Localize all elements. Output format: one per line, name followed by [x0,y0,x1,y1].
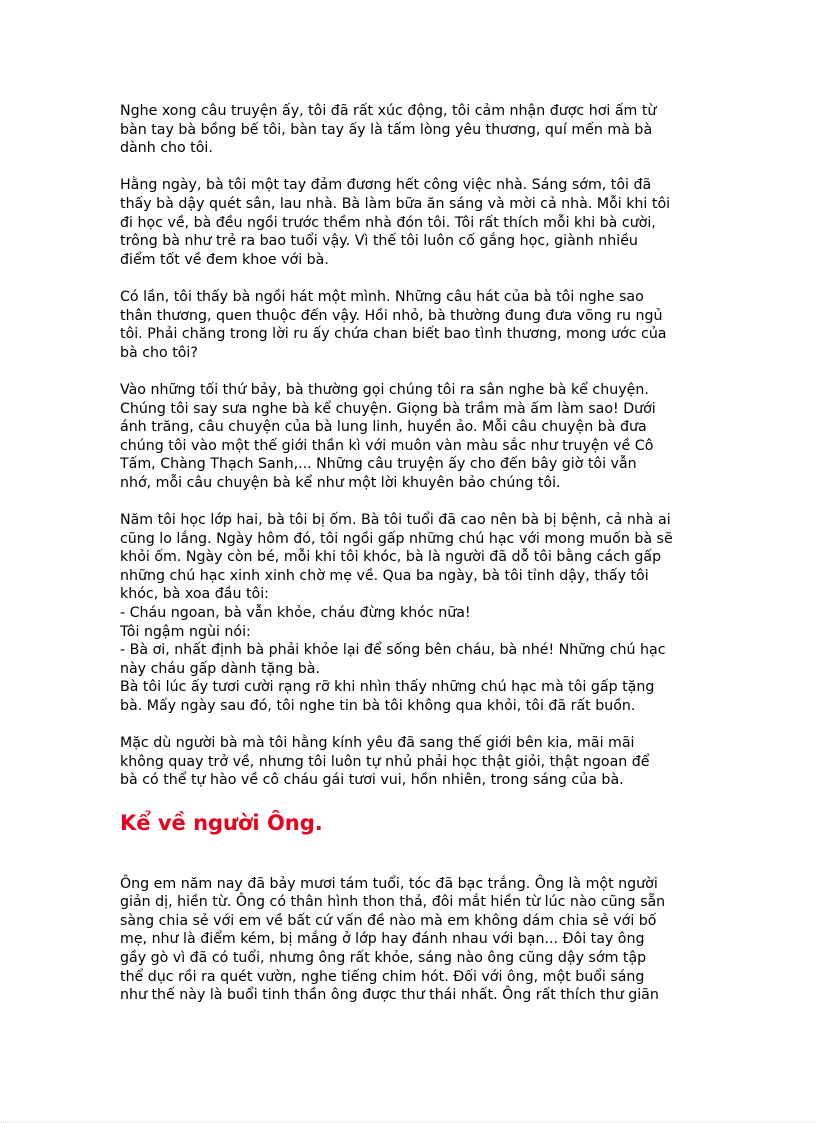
text-line: Bà tôi lúc ấy tươi cười rạng rỡ khi nhìn thấy những chú hạc mà tôi gấp tặng [120,679,655,696]
paragraph [120,381,700,493]
text-line: Tôi ngậm ngùi nói: [120,623,251,640]
text-line: Năm tôi học lớp hai, bà tôi bị ốm. Bà tôi tuổi đã cao nên bà bị bệnh, cả nhà ai [120,512,671,529]
paragraph [120,734,700,790]
text-line: ánh trăng, câu chuyện của bà lung linh, huyền ảo. Mỗi câu chuyện bà đưa [120,419,647,436]
document-content [120,102,700,1023]
text-line: sàng chia sẻ với em về bất cứ vấn đề nào mà em không dám chia sẻ với bố [120,912,657,929]
text-line: bà. Mấy ngày sau đó, tôi nghe tin bà tôi không qua khỏi, tôi đã rất buồn. [120,698,636,714]
text-line: Vào những tối thứ bảy, bà thường gọi chúng tôi ra sân nghe bà kể chuyện. [120,381,649,398]
text-line: Nghe xong câu truyện ấy, tôi đã rất xúc động, tôi cảm nhận được hơi ấm từ [120,103,657,119]
text-line: thể dục rồi ra quét vườn, nghe tiếng chim hót. Đối với ông, một buổi sáng [120,968,645,985]
text-line: Tấm, Chàng Thạch Sanh,... Những câu truyện ấy cho đến bây giờ tôi vẫn [120,456,637,473]
section-heading: Kể về người Ông. [120,810,323,835]
text-line: thân thương, quen thuộc đến vậy. Hồi nhỏ, bà thường đung đưa võng ru ngủ [120,307,663,324]
paragraph [120,875,700,1005]
text-line: Có lần, tôi thấy bà ngồi hát một mình. Những câu hát của bà tôi nghe sao [120,288,644,305]
text-line: dành cho tôi. [120,140,213,157]
text-line: nhớ, mỗi câu chuyện bà kể như một lời khuyên bảo chúng tôi. [120,474,561,491]
text-line: bà có thể tự hào về cô cháu gái tươi vui, hồn nhiên, trong sáng của bà. [120,772,624,789]
text-line: điểm tốt về đem khoe với bà. [120,251,329,268]
story-section-grandfather [120,875,700,1005]
text-line: khóc, bà xoa đầu tôi: [120,586,269,603]
text-line: này cháu gấp dành tặng bà. [120,660,320,677]
text-line: không quay trở về, nhưng tôi luôn tự nhủ phải học thật giỏi, thật ngoan để [120,753,650,770]
text-line: - Bà ơi, nhất định bà phải khỏe lại để sống bên cháu, bà nhé! Những chú hạc [120,642,666,659]
text-line: như thế này là buổi tinh thần ông được thư thái nhất. Ông rất thích thư giãn [120,987,659,1004]
text-line: mẹ, như là điểm kém, bị mắng ở lớp hay đánh nhau với bạn... Đôi tay ông [120,931,645,948]
text-line: chúng tôi vào một thế giới thần kì với muôn vàn màu sắc như truyện về Cô [120,437,654,454]
text-line: thấy bà dậy quét sân, lau nhà. Bà làm bữa ăn sáng và mời cả nhà. Mỗi khi tôi [120,195,671,212]
paragraph [120,288,700,362]
paragraph [120,176,700,269]
text-line: khỏi ốm. Ngày còn bé, mỗi khi tôi khóc, bà là người đã dỗ tôi bằng cách gấp [120,549,662,566]
paragraph [120,511,700,716]
text-line: Ông em năm nay đã bảy mươi tám tuổi, tóc đã bạc trắng. Ông là một người [120,875,658,892]
text-line: bà cho tôi? [120,344,198,361]
story-section-grandmother [120,102,700,790]
text-line: tôi. Phải chăng trong lời ru ấy chứa chan biết bao tình thương, mong ước của [120,326,667,343]
text-line: đi học về, bà đều ngồi trước thềm nhà đón tôi. Tôi rất thích mỗi khi bà cười, [120,214,656,231]
text-line: Mặc dù người bà mà tôi hằng kính yêu đã sang thế giới bên kia, mãi mãi [120,735,635,752]
text-line: bàn tay bà bồng bế tôi, bàn tay ấy là tấm lòng yêu thương, quí mến mà bà [120,121,653,138]
paragraph [120,102,700,158]
text-line: cũng lo lắng. Ngày hôm đó, tôi ngồi gấp những chú hạc với mong muốn bà sẽ [120,530,673,547]
text-line: Hằng ngày, bà tôi một tay đảm đương hết công việc nhà. Sáng sớm, tôi đã [120,177,652,194]
text-line: Chúng tôi say sưa nghe bà kể chuyện. Giọng bà trầm mà ấm làm sao! Dưới [120,400,656,417]
text-line: giản dị, hiền từ. Ông có thân hình thon thả, đôi mắt hiền từ lúc nào cũng sẵn [120,894,666,911]
text-line: - Cháu ngoan, bà vẫn khỏe, cháu đừng khóc nữa! [120,605,471,622]
text-line: trông bà như trẻ ra bao tuổi vậy. Vì thế tôi luôn cố gắng học, giành nhiều [120,233,638,250]
text-line: gầy gò vì đã có tuổi, nhưng ông rất khỏe, sáng nào ông cũng dậy sớm tập [120,949,647,966]
text-line: những chú hạc xinh xinh chờ mẹ về. Qua ba ngày, bà tôi tỉnh dậy, thấy tôi [120,567,649,584]
